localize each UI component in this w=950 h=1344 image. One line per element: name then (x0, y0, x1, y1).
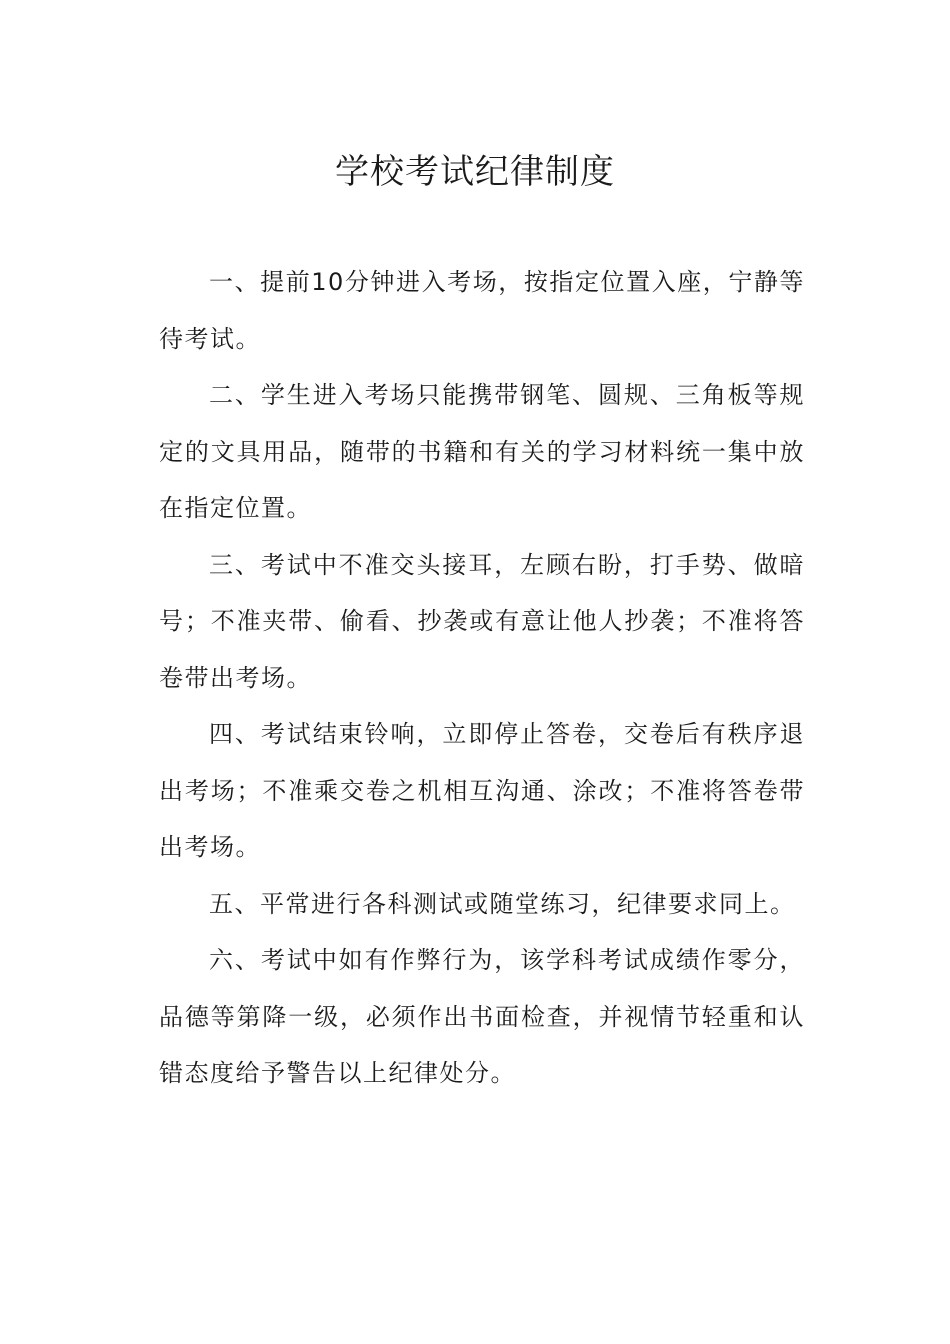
rule-paragraph-4: 四、考试结束铃响，立即停止答卷，交卷后有秩序退出考场；不准乘交卷之机相互沟通、涂改；不准将答卷带出考场。 (159, 720, 805, 861)
rule-paragraph-3: 三、考试中不准交头接耳，左顾右盼，打手势、做暗号；不准夹带、偷看、抄袭或有意让他人抄袭；不准将答卷带出考场。 (159, 550, 805, 692)
document-body (159, 254, 805, 1102)
rule-paragraph-2: 二、学生进入考场只能携带钢笔、圆规、三角板等规定的文具用品，随带的书籍和有关的学习材料统一集中放在指定位置。 (159, 381, 805, 522)
rule-paragraph-1: 一、提前10分钟进入考场，按指定位置入座，宁静等待考试。 (159, 268, 805, 353)
document-title: 学校考试纪律制度 (335, 152, 615, 192)
rule-paragraph-6: 六、考试中如有作弊行为，该学科考试成绩作零分，品德等第降一级，必须作出书面检查，并视情节轻重和认错态度给予警告以上纪律处分。 (159, 946, 805, 1087)
rule-paragraph-5: 五、平常进行各科测试或随堂练习，纪律要求同上。 (209, 889, 796, 918)
